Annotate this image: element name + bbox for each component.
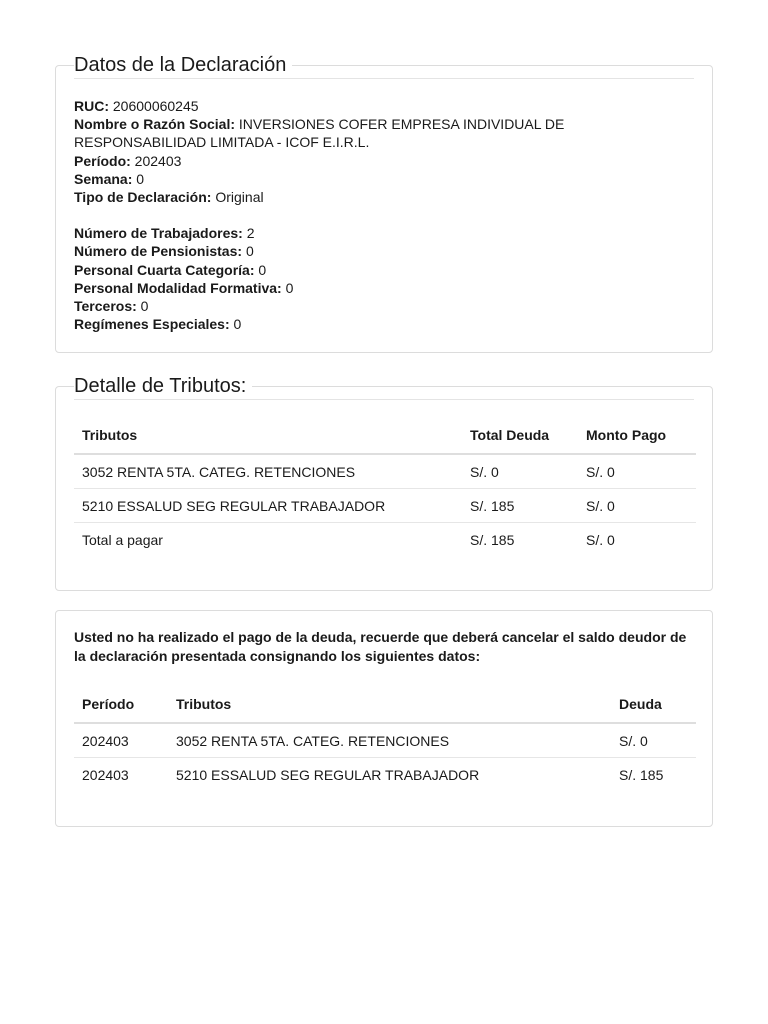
count-label: Personal Cuarta Categoría: xyxy=(74,261,255,278)
field-label: Semana: xyxy=(74,170,133,187)
declaration-info xyxy=(74,97,694,333)
count-label: Regímenes Especiales: xyxy=(74,316,230,333)
count-terceros xyxy=(74,297,694,315)
table-row-total xyxy=(74,523,696,557)
column-header-periodo: Período xyxy=(74,686,168,723)
count-value: 0 xyxy=(258,261,267,278)
count-value: 0 xyxy=(285,279,294,296)
count-cuarta-categoria xyxy=(74,261,694,279)
table-cell: 5210 ESSALUD SEG REGULAR TRABAJADOR xyxy=(168,758,611,792)
count-value: 0 xyxy=(140,298,149,315)
count-value: 0 xyxy=(245,243,254,260)
debt-table xyxy=(74,686,696,791)
table-cell: 202403 xyxy=(74,758,168,792)
count-label: Número de Pensionistas: xyxy=(74,243,243,260)
table-row xyxy=(74,454,696,489)
field-ruc xyxy=(74,97,694,115)
table-header-row xyxy=(74,686,696,723)
table-cell: 5210 ESSALUD SEG REGULAR TRABAJADOR xyxy=(74,489,462,523)
field-label: Período: xyxy=(74,152,131,169)
table-cell: Total a pagar xyxy=(74,523,462,557)
field-value: 0 xyxy=(136,170,145,187)
tributes-detail-legend xyxy=(74,373,694,399)
tributes-table xyxy=(74,417,696,556)
table-cell: S/. 0 xyxy=(619,732,648,749)
count-value: 2 xyxy=(246,225,255,242)
count-label: Personal Modalidad Formativa: xyxy=(74,279,282,296)
field-value: 202403 xyxy=(134,152,182,169)
field-periodo xyxy=(74,152,694,170)
column-header-tributos: Tributos xyxy=(74,417,462,454)
column-header-total-deuda: Total Deuda xyxy=(462,417,578,454)
column-header-monto-pago: Monto Pago xyxy=(578,417,696,454)
table-cell: S/. 0 xyxy=(586,463,615,480)
table-cell: S/. 0 xyxy=(578,523,696,557)
count-modalidad-formativa xyxy=(74,279,694,297)
table-cell: 202403 xyxy=(82,732,129,749)
field-label: RUC: xyxy=(74,98,109,114)
table-cell: 3052 RENTA 5TA. CATEG. RETENCIONES xyxy=(82,463,356,480)
table-header-row xyxy=(74,417,696,454)
table-cell: S/. 185 xyxy=(462,489,578,523)
table-cell: S/. 0 xyxy=(470,463,499,480)
column-header-tributos: Tributos xyxy=(168,686,611,723)
tributes-detail-title: Detalle de Tributos: xyxy=(74,373,252,399)
count-label: Número de Trabajadores: xyxy=(74,225,243,242)
declaration-data-title: Datos de la Declaración xyxy=(74,52,292,78)
field-semana xyxy=(74,170,694,188)
count-label: Terceros: xyxy=(74,298,137,315)
field-value: INVERSIONES COFER EMPRESA INDIVIDUAL DE RESPONSABILIDAD LIMITADA - ICOF E.I.R.L. xyxy=(74,116,565,151)
table-cell: S/. 0 xyxy=(578,489,696,523)
table-cell: S/. 185 xyxy=(462,523,578,557)
debt-notice-panel xyxy=(55,610,713,827)
table-row xyxy=(74,758,696,792)
count-regimenes-especiales xyxy=(74,315,694,333)
field-label: Nombre o Razón Social: xyxy=(74,116,236,133)
legend-divider xyxy=(74,78,694,79)
table-row xyxy=(74,489,696,523)
debt-notice-text: Usted no ha realizado el pago de la deuda, recuerde que deberá cancelar el saldo deudor de la declaración presentada consignando los siguientes datos: xyxy=(74,629,687,664)
field-value: 20600060245 xyxy=(112,98,199,114)
tributes-detail-panel xyxy=(55,375,713,591)
spacer xyxy=(74,206,694,224)
declaration-data-panel xyxy=(55,54,713,353)
count-trabajadores xyxy=(74,224,694,242)
field-label: Tipo de Declaración: xyxy=(74,189,212,206)
table-cell: S/. 185 xyxy=(611,758,696,792)
table-cell: 3052 RENTA 5TA. CATEG. RETENCIONES xyxy=(176,732,450,749)
count-value: 0 xyxy=(233,316,242,333)
table-row xyxy=(74,723,696,758)
declaration-data-legend xyxy=(74,52,694,78)
count-pensionistas xyxy=(74,242,694,260)
field-tipo-declaracion xyxy=(74,188,694,206)
field-value: Original xyxy=(215,189,264,206)
field-razon-social xyxy=(74,115,694,151)
legend-divider xyxy=(74,399,694,400)
column-header-deuda: Deuda xyxy=(611,686,696,723)
